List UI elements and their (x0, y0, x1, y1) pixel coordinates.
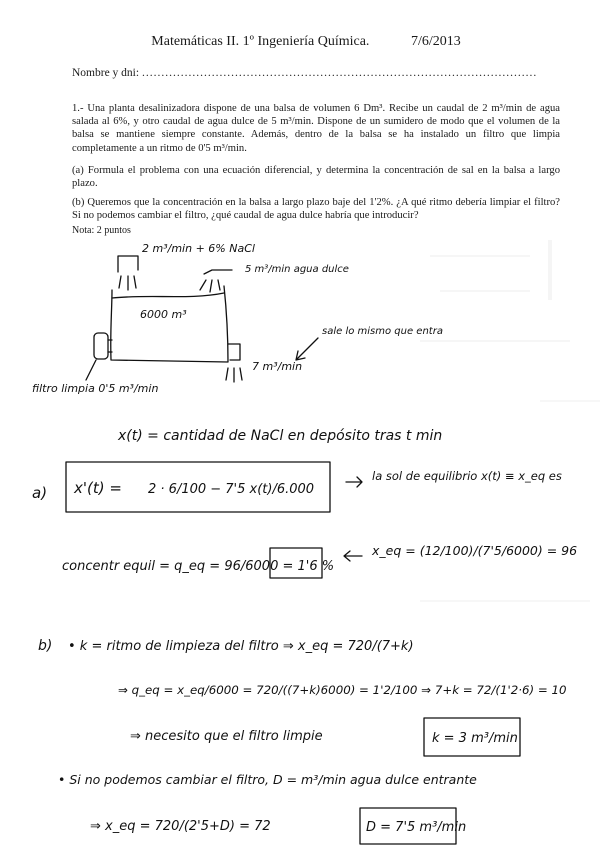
equilibrium-note: la sol de equilibrio x(t) ≡ x_eq es (372, 469, 562, 483)
inflow-pipe-right (204, 270, 232, 274)
outflow-drops (226, 368, 242, 382)
problem-part-b: (b) Queremos que la concentración en la balsa a largo plazo baje del 1'2%. ¿A qué ritmo debería limpiar el filtro? Si no podemos cambiar el filtro, ¿qué caudal de agua dulce habría que introducir? (72, 197, 560, 222)
variable-definition: x(t) = cantidad de NaCl en depósito tras t min (118, 428, 443, 444)
name-dotted-line: ...................................................................................................... (141, 67, 538, 79)
exam-date: 7/6/2013 (410, 34, 461, 49)
inflow-salt-label: 2 m³/min + 6% NaCl (142, 242, 255, 255)
back-arrow (344, 551, 362, 561)
part-b-label: b) (38, 638, 53, 654)
qeq-line: ⇒ q_eq = x_eq/6000 = 720/((7+k)6000) = 1'2/100 ⇒ 7+k = 72/(1'2·6) = 10 (118, 683, 567, 697)
implies-arrow-a (346, 477, 362, 487)
k-result-line: ⇒ necesito que el filtro limpie (130, 729, 323, 744)
inflow-drops-left (119, 276, 136, 290)
outflow-label: 7 m³/min (252, 360, 303, 373)
exam-title: Matemáticas II. 1º Ingeniería Química. (151, 34, 370, 49)
outflow-arrow (296, 338, 318, 360)
inflow-pipe-left (118, 256, 138, 272)
problem-part-a: (a) Formula el problema con una ecuación diferencial, y determina la concentración de sal en la balsa a largo plazo. (72, 165, 560, 190)
filter-pointer (86, 360, 96, 380)
ode-lhs: x'(t) = (74, 479, 122, 497)
ode-rhs: 2 · 6/100 − 7'5 x(t)/6.000 (148, 482, 315, 497)
filter-label: filtro limpia 0'5 m³/min (32, 382, 159, 395)
inflow-drops-right (200, 280, 220, 292)
k-result: k = 3 m³/min (432, 731, 518, 746)
outflow-pipe (228, 344, 240, 360)
outflow-note: sale lo mismo que entra (322, 326, 443, 337)
tank-water-surface (112, 293, 224, 298)
xeq-calculation: x_eq = (12/100)/(7'5/6000) = 96 (372, 543, 578, 558)
name-label: Nombre y dni: (72, 67, 140, 79)
points-note: Nota: 2 puntos (72, 225, 131, 236)
inflow-fresh-label: 5 m³/min agua dulce (245, 264, 349, 275)
k-definition: • k = ritmo de limpieza del filtro ⇒ x_eq = 720/(7+k) (68, 639, 414, 654)
filter-box (94, 333, 108, 359)
d-result: D = 7'5 m³/min (366, 820, 467, 835)
d-equation: ⇒ x_eq = 720/(2'5+D) = 72 (90, 819, 271, 834)
problem-statement: 1.- Una planta desalinizadora dispone de una balsa de volumen 6 Dm³. Recibe un caudal de 2 m³/min de agua salada al 6%, y otro caudal de agua dulce de 5 m³/min. Dispone de un sumidero de modo que el volumen de la balsa se mantiene siempre constante. Además, dentro de la balsa se ha instalado un filtro que limpia completamente a un ritmo de 0'5 m³/min. (72, 103, 560, 154)
equilibrium-concentration: concentr equil = q_eq = 96/6000 = 1'6 % (62, 559, 335, 574)
part-a-label: a) (32, 484, 48, 502)
d-definition: • Si no podemos cambiar el filtro, D = m³/min agua dulce entrante (58, 772, 477, 787)
tank-volume-label: 6000 m³ (140, 308, 187, 321)
